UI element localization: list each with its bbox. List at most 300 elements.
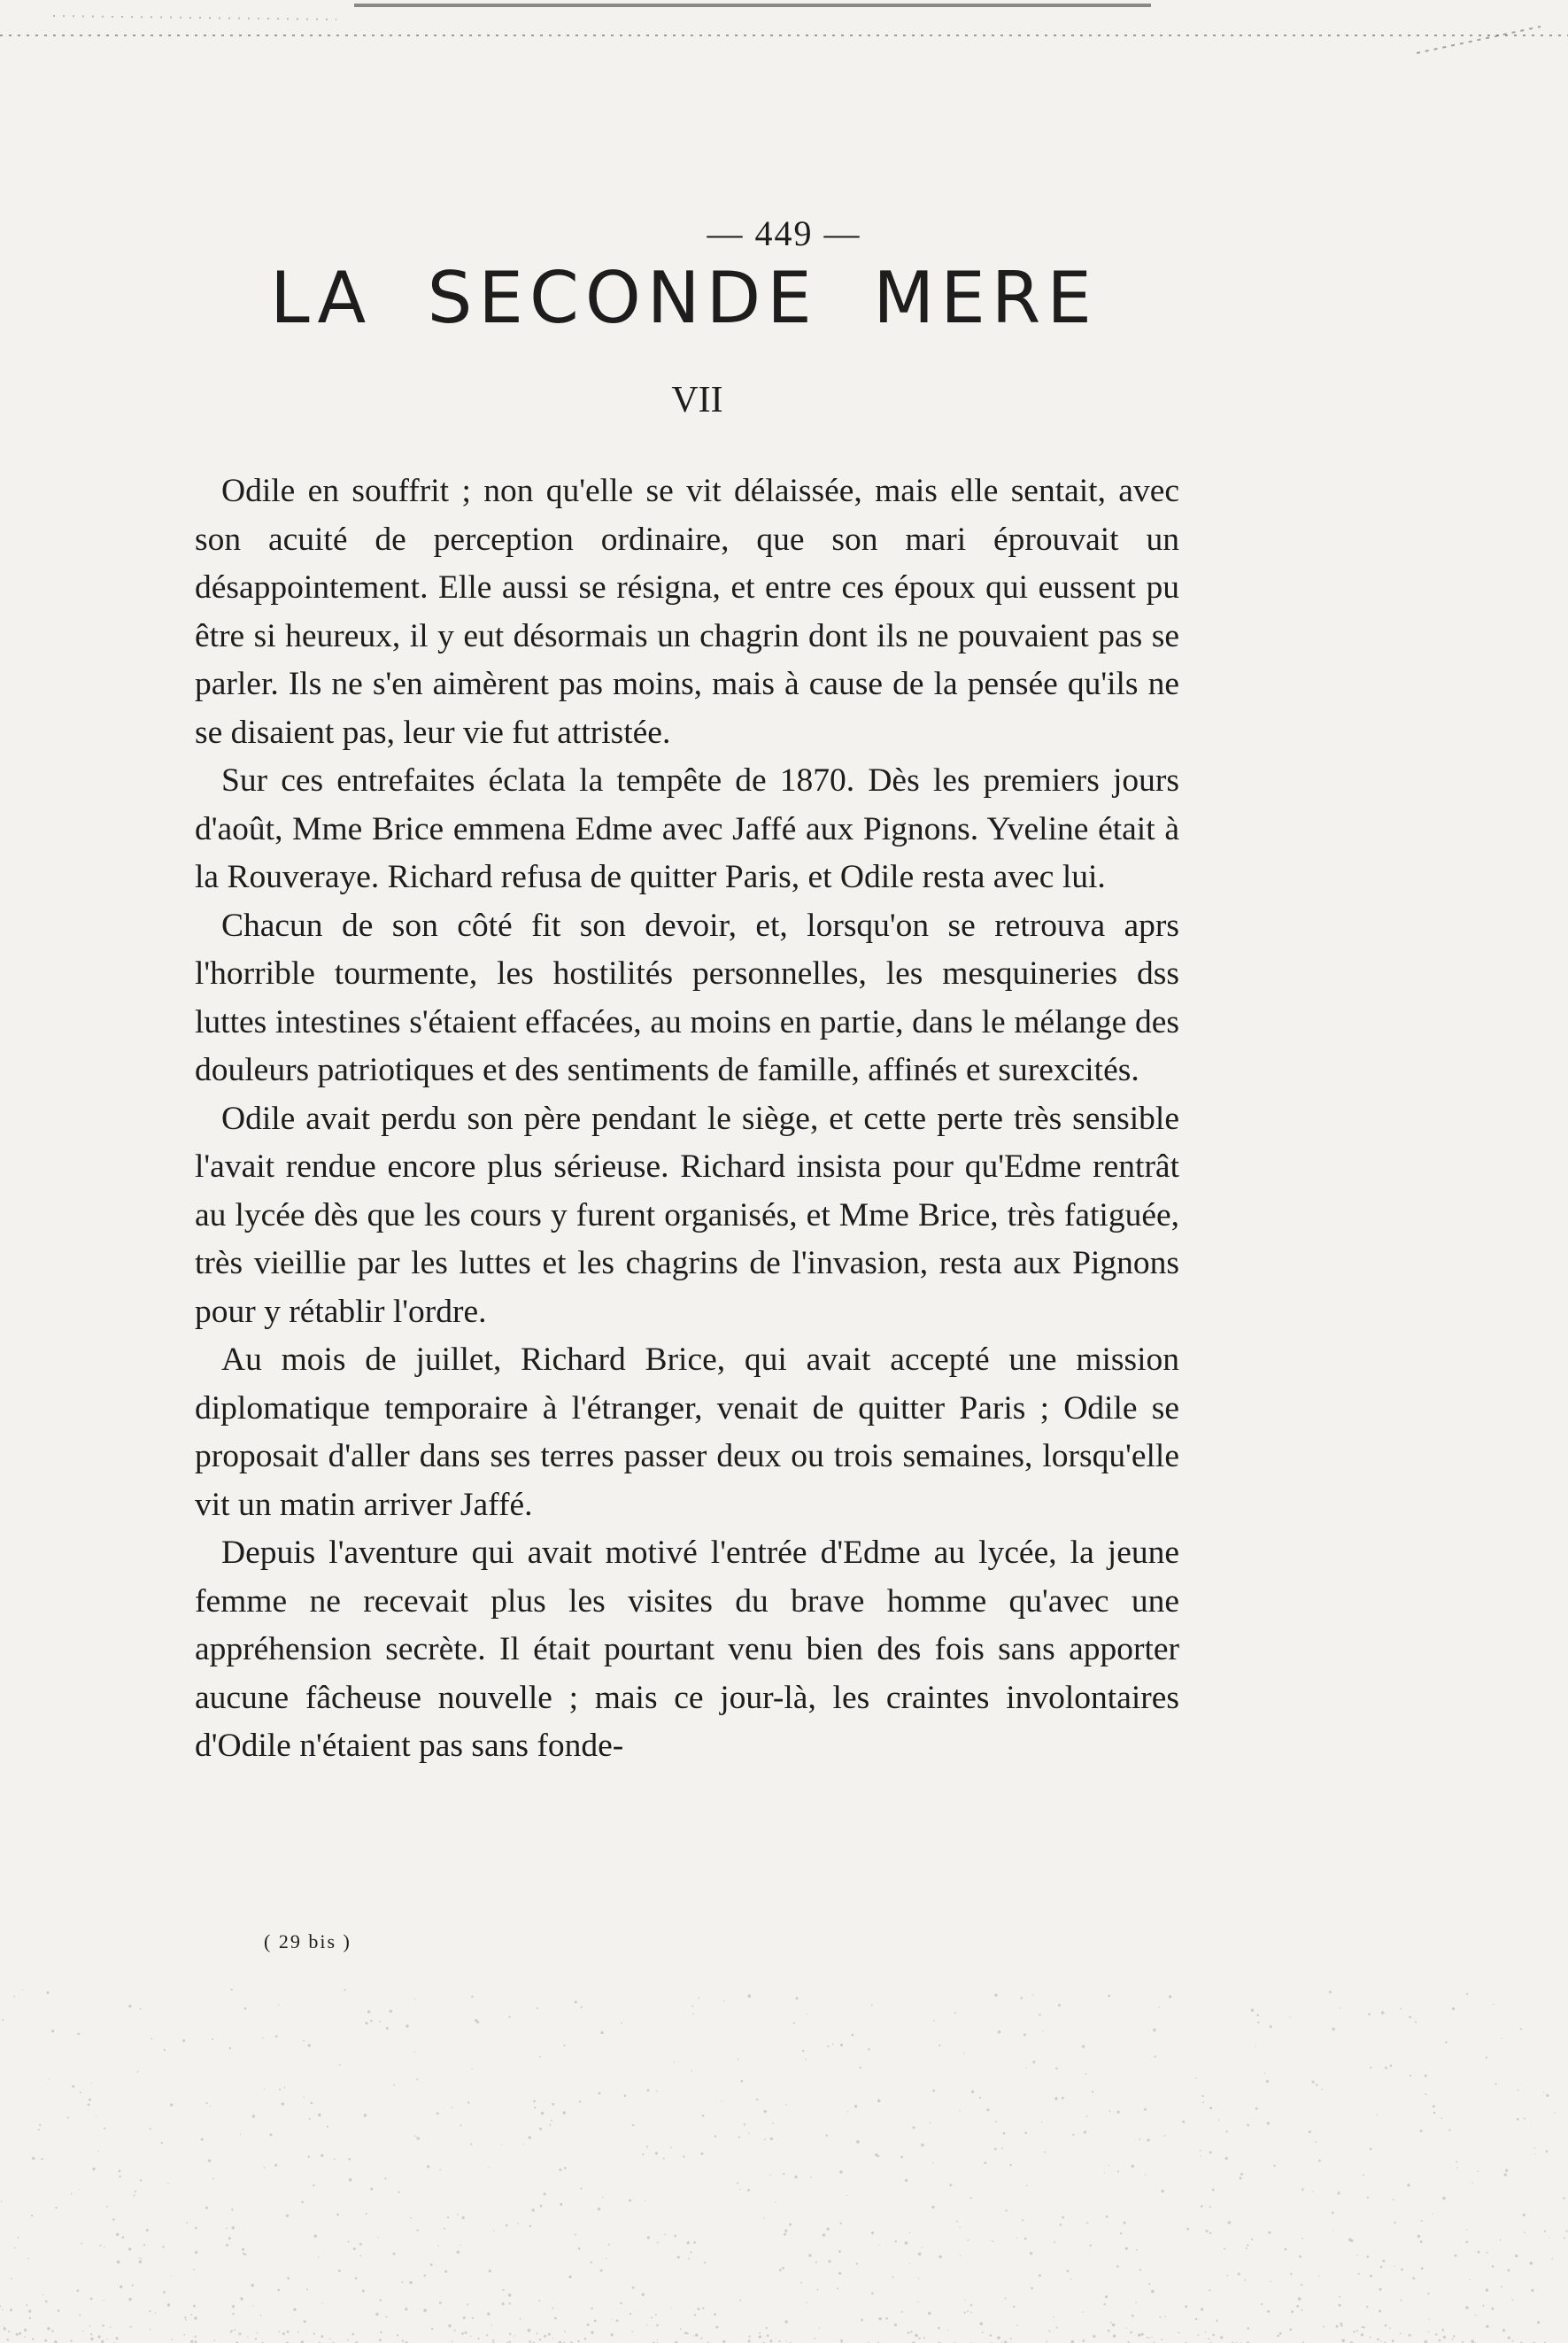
speckle-dot <box>1475 2315 1477 2316</box>
speckle-dot <box>1004 2298 1006 2300</box>
speckle-dot <box>1495 2083 1496 2084</box>
speckle-dot <box>1393 2199 1394 2200</box>
speckle-dot <box>457 2251 460 2254</box>
speckle-dot <box>1270 2025 1272 2028</box>
speckle-dot <box>489 2167 490 2168</box>
speckle-dot <box>56 2207 58 2208</box>
speckle-dot <box>100 2245 102 2246</box>
speckle-dot <box>1370 2148 1372 2151</box>
speckle-dot <box>1279 2332 1282 2335</box>
speckle-dot <box>584 2338 587 2340</box>
speckle-dot <box>1056 2327 1058 2329</box>
speckle-dot <box>170 2103 173 2106</box>
speckle-dot <box>642 2293 645 2296</box>
speckle-dot <box>1439 2339 1441 2342</box>
speckle-dot <box>552 2338 553 2339</box>
speckle-dot <box>997 2336 1000 2339</box>
speckle-dot <box>1164 2135 1166 2137</box>
speckle-dot <box>423 2308 427 2312</box>
speckle-dot <box>1379 2310 1381 2313</box>
speckle-dot <box>77 2290 80 2293</box>
speckle-dot <box>714 2313 716 2316</box>
speckle-dot <box>2 2019 4 2021</box>
speckle-dot <box>749 2336 751 2338</box>
speckle-dot <box>910 2331 912 2332</box>
speckle-dot <box>691 2070 692 2071</box>
speckle-dot <box>134 2194 135 2196</box>
speckle-dot <box>463 2316 466 2319</box>
speckle-dot <box>693 2335 694 2336</box>
speckle-dot <box>1312 2081 1315 2084</box>
speckle-dot <box>379 2339 382 2341</box>
speckle-dot <box>286 2215 289 2217</box>
speckle-dot <box>128 2298 131 2300</box>
speckle-dot <box>1363 2175 1364 2177</box>
speckle-dot <box>1455 2254 1457 2257</box>
speckle-dot <box>1370 2337 1371 2339</box>
speckle-dot <box>1531 2289 1533 2292</box>
speckle-dot <box>0 2305 1 2307</box>
speckle-dot <box>677 2256 680 2259</box>
speckle-dot <box>304 2320 306 2323</box>
speckle-dot <box>1358 2273 1360 2275</box>
speckle-dot <box>1044 2152 1046 2154</box>
speckle-dot <box>764 2110 767 2113</box>
speckle-dot <box>49 2078 50 2079</box>
speckle-dot <box>19 2332 21 2335</box>
speckle-dot <box>1380 2340 1382 2342</box>
speckle-dot <box>226 2244 228 2246</box>
speckle-dot <box>784 2230 787 2232</box>
speckle-dot <box>657 2339 658 2340</box>
speckle-dot <box>472 2317 474 2319</box>
speckle-dot <box>832 2044 834 2045</box>
speckle-dot <box>1031 2287 1033 2290</box>
speckle-dot <box>1453 2335 1455 2337</box>
speckle-dot <box>1182 2121 1185 2123</box>
speckle-dot <box>311 2102 313 2105</box>
speckle-dot <box>846 2195 847 2196</box>
speckle-dot <box>444 2228 445 2230</box>
speckle-dot <box>1442 2197 1446 2200</box>
speckle-dot <box>47 2327 50 2330</box>
speckle-dot <box>931 2206 934 2208</box>
speckle-dot <box>894 2324 897 2326</box>
speckle-dot <box>231 2330 233 2331</box>
speckle-dot <box>1524 2118 1526 2120</box>
speckle-dot <box>960 2255 961 2256</box>
speckle-dot <box>968 2239 969 2241</box>
speckle-dot <box>206 2102 208 2104</box>
page-number: — 449 — <box>707 213 861 253</box>
speckle-dot <box>994 1994 997 1997</box>
speckle-dot <box>828 2260 830 2262</box>
speckle-dot <box>702 2115 705 2117</box>
speckle-dot <box>1132 2315 1134 2317</box>
speckle-dot <box>1205 2331 1207 2333</box>
speckle-dot <box>1212 2334 1215 2337</box>
speckle-dot <box>630 2313 631 2315</box>
speckle-dot <box>1342 2339 1346 2342</box>
speckle-dot <box>684 2331 687 2334</box>
speckle-dot <box>793 2022 795 2024</box>
speckle-dot <box>489 2270 491 2272</box>
speckle-dot <box>1520 2028 1522 2030</box>
speckle-dot <box>1340 2323 1342 2325</box>
speckle-dot <box>1153 2029 1156 2032</box>
speckle-dot <box>1301 2284 1302 2285</box>
speckle-dot <box>506 2224 508 2227</box>
speckle-dot <box>213 2339 215 2341</box>
speckle-dot <box>1041 2122 1042 2123</box>
speckle-dot <box>1302 2238 1303 2239</box>
speckle-dot <box>212 2178 214 2180</box>
speckle-dot <box>347 2339 349 2341</box>
speckle-dot <box>1486 2057 1487 2059</box>
speckle-dot <box>783 2173 784 2175</box>
speckle-dot <box>1108 2165 1109 2166</box>
speckle-dot <box>1357 2254 1358 2255</box>
speckle-dot <box>143 2244 145 2246</box>
speckle-dot <box>119 2169 121 2172</box>
speckle-dot <box>922 2246 923 2247</box>
speckle-dot <box>657 2242 659 2244</box>
speckle-dot <box>539 2056 541 2058</box>
speckle-dot <box>632 2124 634 2126</box>
speckle-dot <box>508 2016 510 2018</box>
speckle-dot <box>486 2334 488 2336</box>
speckle-dot <box>58 2309 60 2312</box>
speckle-dot <box>1117 2170 1119 2172</box>
speckle-dot <box>970 2312 972 2314</box>
speckle-dot <box>1053 2316 1054 2318</box>
speckle-dot <box>624 2095 627 2098</box>
speckle-dot <box>1546 2150 1549 2153</box>
speckle-dot <box>1240 2173 1243 2176</box>
speckle-dot <box>982 2331 984 2333</box>
speckle-dot <box>1139 2138 1141 2140</box>
speckle-dot <box>741 2080 744 2083</box>
speckle-dot <box>1013 2306 1015 2308</box>
speckle-dot <box>840 2044 843 2046</box>
speckle-dot <box>398 2192 400 2193</box>
speckle-dot <box>1381 2011 1385 2014</box>
speckle-dot <box>1452 2339 1454 2340</box>
speckle-dot <box>393 2084 395 2086</box>
speckle-dot <box>31 2215 33 2216</box>
speckle-dot <box>155 2312 156 2313</box>
speckle-dot <box>1565 2230 1567 2231</box>
speckle-dot <box>1392 2339 1394 2342</box>
speckle-dot <box>544 2192 546 2195</box>
speckle-dot <box>28 2310 31 2313</box>
speckle-dot <box>22 1989 23 1990</box>
speckle-dot <box>1244 2279 1246 2281</box>
speckle-dot <box>817 2289 819 2291</box>
speckle-dot <box>646 2146 648 2147</box>
speckle-dot <box>963 2053 965 2054</box>
speckle-dot <box>1169 1995 1171 1998</box>
speckle-dot <box>1316 2084 1317 2085</box>
speckle-dot <box>130 2326 132 2328</box>
speckle-dot <box>814 2338 815 2339</box>
speckle-dot <box>106 2206 108 2208</box>
speckle-dot <box>1270 2281 1271 2282</box>
speckle-dot <box>794 2176 797 2178</box>
speckle-dot <box>1546 2094 1549 2097</box>
speckle-dot <box>560 2203 562 2206</box>
speckle-dot <box>852 2034 854 2037</box>
speckle-dot <box>1329 1991 1332 1993</box>
speckle-dot <box>738 2059 739 2061</box>
speckle-dot <box>1563 2197 1564 2199</box>
signature-mark: ( 29 bis ) <box>264 1930 351 1952</box>
torn-top-edge <box>0 0 1568 62</box>
speckle-dot <box>77 2033 80 2036</box>
speckle-dot <box>190 2314 192 2316</box>
speckle-dot <box>744 2123 745 2125</box>
speckle-dot <box>1268 2231 1271 2234</box>
speckle-dot <box>1116 2265 1119 2268</box>
speckle-dot <box>632 2286 635 2289</box>
speckle-dot <box>1125 2327 1126 2328</box>
speckle-dot <box>1159 2316 1161 2318</box>
speckle-dot <box>229 2047 231 2049</box>
speckle-dot <box>454 2330 456 2331</box>
speckle-dot <box>1226 2275 1228 2277</box>
speckle-dot <box>1261 2303 1263 2305</box>
speckle-dot <box>90 2298 93 2300</box>
speckle-dot <box>938 2255 941 2258</box>
speckle-dot <box>67 2117 69 2119</box>
speckle-dot <box>1487 2252 1488 2254</box>
speckle-dot <box>308 2044 311 2046</box>
speckle-dot <box>117 2261 120 2264</box>
speckle-dot <box>195 2336 197 2338</box>
speckle-dot <box>128 2005 131 2007</box>
speckle-dot <box>600 2031 603 2034</box>
speckle-dot <box>775 2202 776 2203</box>
speckle-dot <box>1010 2338 1012 2339</box>
speckle-dot <box>769 2339 772 2342</box>
speckle-dot <box>1362 2326 1363 2328</box>
speckle-dot <box>1145 2175 1146 2176</box>
speckle-dot <box>1144 2108 1147 2111</box>
speckle-dot <box>195 2227 197 2230</box>
speckle-dot <box>184 2316 186 2318</box>
speckle-dot <box>856 2262 858 2264</box>
speckle-dot <box>1105 2295 1108 2298</box>
speckle-dot <box>81 2243 82 2245</box>
speckle-dot <box>901 2311 903 2313</box>
speckle-dot <box>698 2308 700 2310</box>
speckle-dot <box>563 2111 566 2114</box>
speckle-dot <box>457 2214 459 2215</box>
speckle-dot <box>1093 2335 1095 2338</box>
speckle-dot <box>487 2312 490 2315</box>
speckle-dot <box>856 2140 860 2144</box>
speckle-dot <box>255 2338 257 2339</box>
speckle-dot <box>226 2228 228 2230</box>
speckle-dot <box>1290 2016 1291 2017</box>
speckle-dot <box>1377 2339 1379 2341</box>
speckle-dot <box>171 2339 173 2340</box>
speckle-dot <box>26 2304 27 2306</box>
speckle-dot <box>550 2124 552 2126</box>
speckle-dot <box>839 2223 841 2224</box>
speckle-dot <box>1141 2333 1144 2336</box>
speckle-dot <box>1417 2235 1421 2239</box>
speckle-dot <box>687 2241 690 2244</box>
speckle-dot <box>386 2027 389 2030</box>
speckle-dot <box>1001 2341 1002 2342</box>
speckle-dot <box>201 2138 204 2141</box>
speckle-dot <box>306 2289 308 2291</box>
speckle-dot <box>427 2165 429 2168</box>
speckle-dot <box>1006 2209 1008 2211</box>
speckle-dot <box>141 2258 142 2259</box>
speckle-dot <box>1478 2170 1479 2172</box>
speckle-dot <box>986 2108 989 2111</box>
speckle-dot <box>1090 2245 1092 2246</box>
speckle-dot <box>367 2010 370 2013</box>
speckle-dot <box>269 2133 272 2136</box>
speckle-dot <box>1195 2318 1198 2321</box>
speckle-dot <box>279 2089 281 2091</box>
speckle-dot <box>405 2308 407 2310</box>
speckle-dot <box>1366 2306 1368 2308</box>
speckle-dot <box>764 2138 766 2140</box>
speckle-dot <box>151 2038 152 2040</box>
paragraph: Chacun de son côté fit son devoir, et, lorsqu'on se retrouva aprs l'horrible tourmente, les hostilités personnelles, les mesquineries dss luttes intestines s'étaient effacées, au moins en partie, dans le mélange des douleurs patriotiques et des sentiments de famille, affinés et surexcités. <box>195 907 1179 1088</box>
speckle-dot <box>1212 2189 1215 2192</box>
speckle-dot <box>149 2310 151 2312</box>
speckle-dot <box>1421 2220 1423 2222</box>
speckle-dot <box>1340 2324 1342 2326</box>
speckle-dot <box>1220 2336 1223 2339</box>
speckle-dot <box>1448 2129 1450 2130</box>
speckle-dot <box>390 2010 392 2013</box>
speckle-dot <box>380 2300 382 2301</box>
speckle-dot <box>878 2317 881 2320</box>
speckle-dot <box>520 2318 521 2320</box>
speckle-dot <box>980 2323 984 2326</box>
speckle-dot <box>796 1997 799 1999</box>
speckle-dot <box>309 2118 311 2120</box>
speckle-dot <box>840 2339 843 2342</box>
speckle-dot <box>1032 2061 1035 2063</box>
speckle-dot <box>106 2339 108 2340</box>
speckle-dot <box>598 2208 600 2210</box>
speckle-dot <box>938 2045 940 2046</box>
speckle-dot <box>1318 2276 1319 2277</box>
speckle-dot <box>10 2308 12 2311</box>
speckle-dot <box>471 2068 472 2069</box>
speckle-dot <box>370 2188 373 2191</box>
speckle-dot <box>1441 2118 1442 2119</box>
speckle-dot <box>508 2293 511 2296</box>
speckle-dot <box>232 2313 234 2315</box>
speckle-dot <box>908 2263 909 2264</box>
speckle-dot <box>1427 2293 1429 2294</box>
page-title: LA SECONDE MERE <box>270 257 1098 339</box>
speckle-dot <box>264 2089 265 2090</box>
speckle-dot <box>1533 2147 1535 2149</box>
speckle-dot <box>579 2100 581 2102</box>
speckle-dot <box>611 2333 614 2336</box>
speckle-dot <box>1518 2090 1519 2092</box>
speckle-dot <box>523 2144 524 2145</box>
speckle-dot <box>1322 2089 1324 2091</box>
speckle-dot <box>1124 2222 1126 2224</box>
speckle-dot <box>1010 2164 1012 2166</box>
speckle-dot <box>1042 2030 1043 2031</box>
speckle-dot <box>318 2257 319 2258</box>
speckle-dot <box>928 2312 931 2316</box>
speckle-dot <box>465 2331 467 2334</box>
speckle-dot <box>1361 2333 1363 2336</box>
speckle-dot <box>193 2305 196 2308</box>
speckle-dot <box>1246 2247 1247 2249</box>
speckle-dot <box>41 2158 42 2160</box>
speckle-dot <box>431 2328 433 2330</box>
speckle-dot <box>956 2221 958 2223</box>
speckle-dot <box>275 2035 278 2038</box>
speckle-dot <box>1147 2337 1148 2339</box>
speckle-dot <box>544 2335 546 2338</box>
speckle-dot <box>1 2201 3 2203</box>
speckle-dot <box>467 2304 468 2306</box>
speckle-dot <box>698 1997 699 1999</box>
speckle-dot <box>274 2164 277 2167</box>
speckle-dot <box>1420 2130 1423 2132</box>
speckle-dot <box>1428 2331 1430 2332</box>
speckle-dot <box>1139 2269 1141 2270</box>
speckle-dot <box>348 2241 350 2243</box>
speckle-dot <box>995 2121 997 2123</box>
speckle-dot <box>1421 2267 1424 2270</box>
speckle-dot <box>826 2134 828 2136</box>
speckle-dot <box>1201 2308 1203 2310</box>
speckle-dot <box>279 2331 281 2332</box>
speckle-dot <box>642 2154 644 2155</box>
speckle-dot <box>932 2090 935 2092</box>
speckle-dot <box>501 2144 502 2145</box>
speckle-dot <box>1108 2330 1110 2332</box>
speckle-dot <box>1086 2115 1088 2117</box>
speckle-dot <box>1113 2334 1116 2337</box>
speckle-dot <box>467 2101 469 2103</box>
speckle-dot <box>670 2146 672 2148</box>
speckle-dot <box>1198 2334 1200 2336</box>
speckle-dot <box>1070 2278 1072 2280</box>
speckle-dot <box>818 2328 819 2329</box>
speckle-dot <box>1400 2008 1402 2010</box>
speckle-dot <box>900 2156 903 2159</box>
speckle-dot <box>917 2301 918 2302</box>
speckle-dot <box>947 2330 948 2331</box>
speckle-dot <box>1082 2311 1083 2312</box>
speckle-dot <box>528 2329 531 2332</box>
speckle-dot <box>1363 2327 1365 2329</box>
speckle-dot <box>1512 2300 1514 2301</box>
speckle-dot <box>949 2184 952 2186</box>
speckle-dot <box>748 2132 749 2133</box>
speckle-dot <box>470 2336 471 2337</box>
speckle-dot <box>90 2338 93 2340</box>
speckle-dot <box>847 2111 848 2112</box>
speckle-dot <box>32 2157 35 2160</box>
